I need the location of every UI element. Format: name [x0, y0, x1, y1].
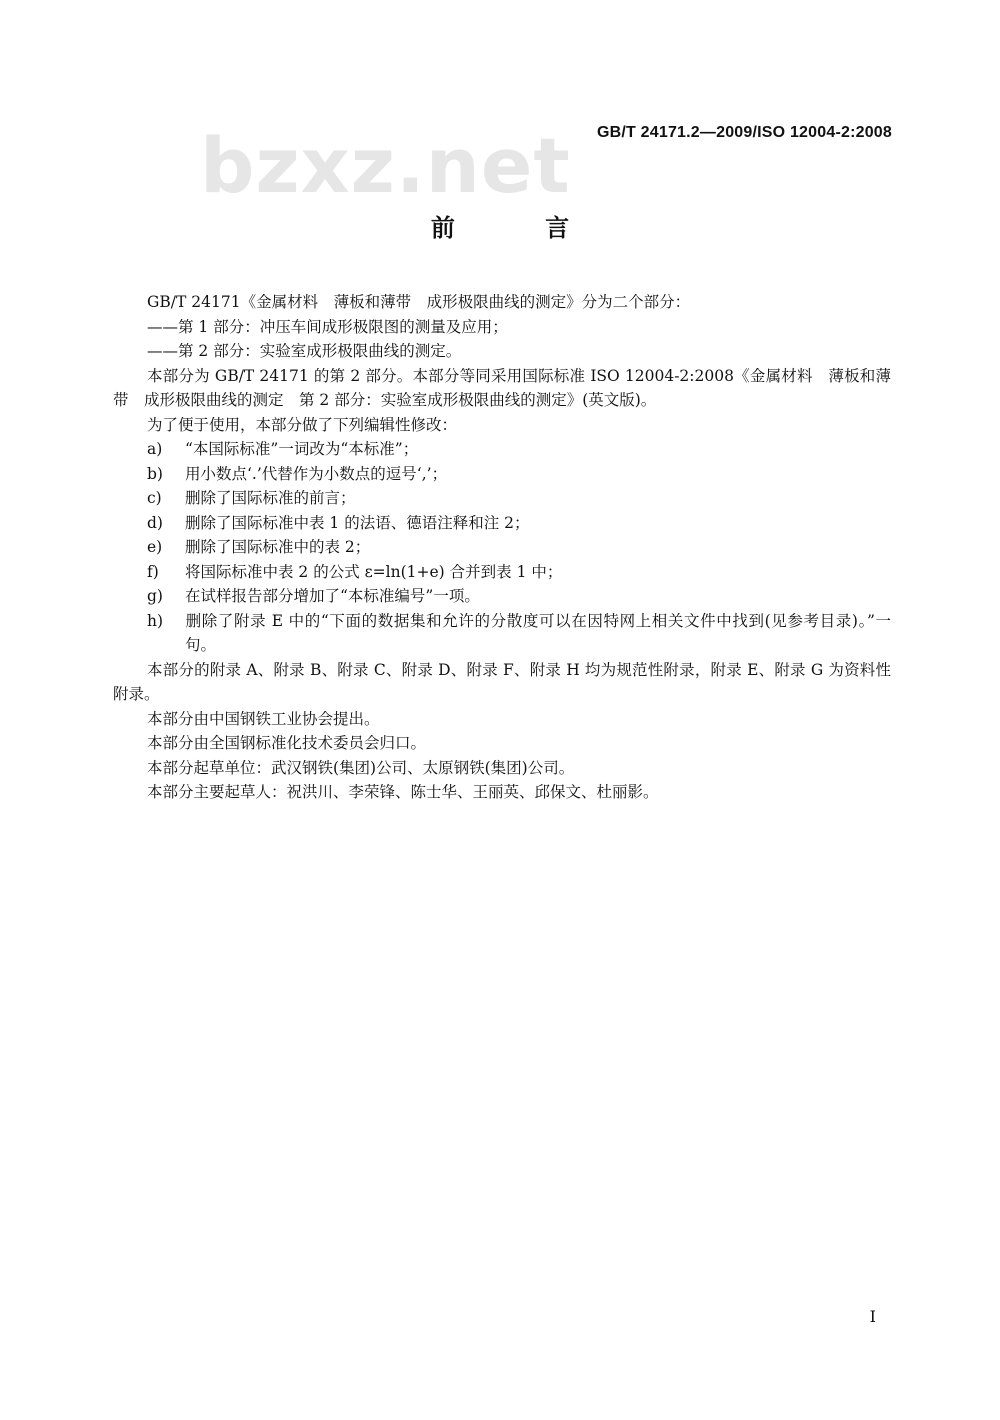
paragraph-proposer: 本部分由中国钢铁工业协会提出。: [147, 709, 380, 728]
list-item: [113, 535, 891, 560]
list-item-mark: g): [147, 587, 163, 605]
list-item-mark: a): [147, 440, 163, 458]
list-item: [113, 486, 891, 511]
list-item-mark: d): [147, 513, 163, 532]
list-item-mark: h): [147, 611, 164, 630]
list-item: [113, 511, 891, 536]
list-item-text: 在试样报告部分增加了“本标准编号”一项。: [185, 587, 480, 605]
list-item-mark: b): [147, 464, 163, 483]
paragraph-adoption: 本部分为 GB/T 24171 的第 2 部分。本部分等同采用国际标准 ISO 12004-2:2008《金属材料 薄板和薄带 成形极限曲线的测定 第 2 部分：实验室成形极限曲线的测定》(英文版)。: [113, 366, 891, 409]
list-item-text: 删除了国际标准中的表 2；: [185, 538, 371, 556]
page-number: I: [869, 1307, 876, 1326]
paragraph-annexes: 本部分的附录 A、附录 B、附录 C、附录 D、附录 F、附录 H 均为规范性附录，附录 E、附录 G 为资料性附录。: [113, 660, 891, 703]
list-item-text: “本国际标准”一词改为“本标准”；: [185, 440, 419, 458]
list-item-mark: f): [147, 562, 159, 581]
paragraph-committee: 本部分由全国钢标准化技术委员会归口。: [147, 734, 427, 752]
standard-code: GB/T 24171.2—2009/ISO 12004-2:2008: [597, 124, 892, 141]
paragraph-parts-intro: GB/T 24171《金属材料 薄板和薄带 成形极限曲线的测定》分为二个部分：: [147, 293, 691, 311]
watermark: bzxz.net: [200, 121, 571, 210]
paragraph-drafters: 本部分主要起草人：祝洪川、李荣锋、陈士华、王丽英、邱保文、杜丽影。: [147, 783, 659, 801]
list-item: [113, 609, 891, 658]
list-item: [113, 437, 891, 462]
list-item-text: 将国际标准中表 2 的公式 ε=ln(1+e) 合并到表 1 中；: [185, 562, 563, 581]
foreword-body: [113, 290, 891, 805]
part-1-item: ——第 1 部分：冲压车间成形极限图的测量及应用；: [147, 317, 508, 336]
paragraph-drafting-units: 本部分起草单位：武汉钢铁(集团)公司、太原钢铁(集团)公司。: [147, 758, 575, 777]
list-item-mark: c): [147, 489, 162, 507]
list-item: [113, 560, 891, 585]
list-item-mark: e): [147, 538, 163, 556]
list-item-text: 用小数点‘.’代替作为小数点的逗号‘,’；: [185, 464, 448, 483]
list-item: [113, 462, 891, 487]
list-item-text: 删除了国际标准的前言；: [185, 489, 356, 507]
page-title: 前 言: [430, 214, 596, 242]
list-item: [113, 584, 891, 609]
paragraph-modifications-intro: 为了便于使用，本部分做了下列编辑性修改：: [147, 415, 458, 434]
list-item-text: 删除了附录 E 中的“下面的数据集和允许的分散度可以在因特网上相关文件中找到(见参考目录)。”一句。: [185, 611, 891, 654]
part-2-item: ——第 2 部分：实验室成形极限曲线的测定。: [147, 342, 462, 360]
list-item-text: 删除了国际标准中表 1 的法语、德语注释和注 2；: [185, 513, 530, 532]
